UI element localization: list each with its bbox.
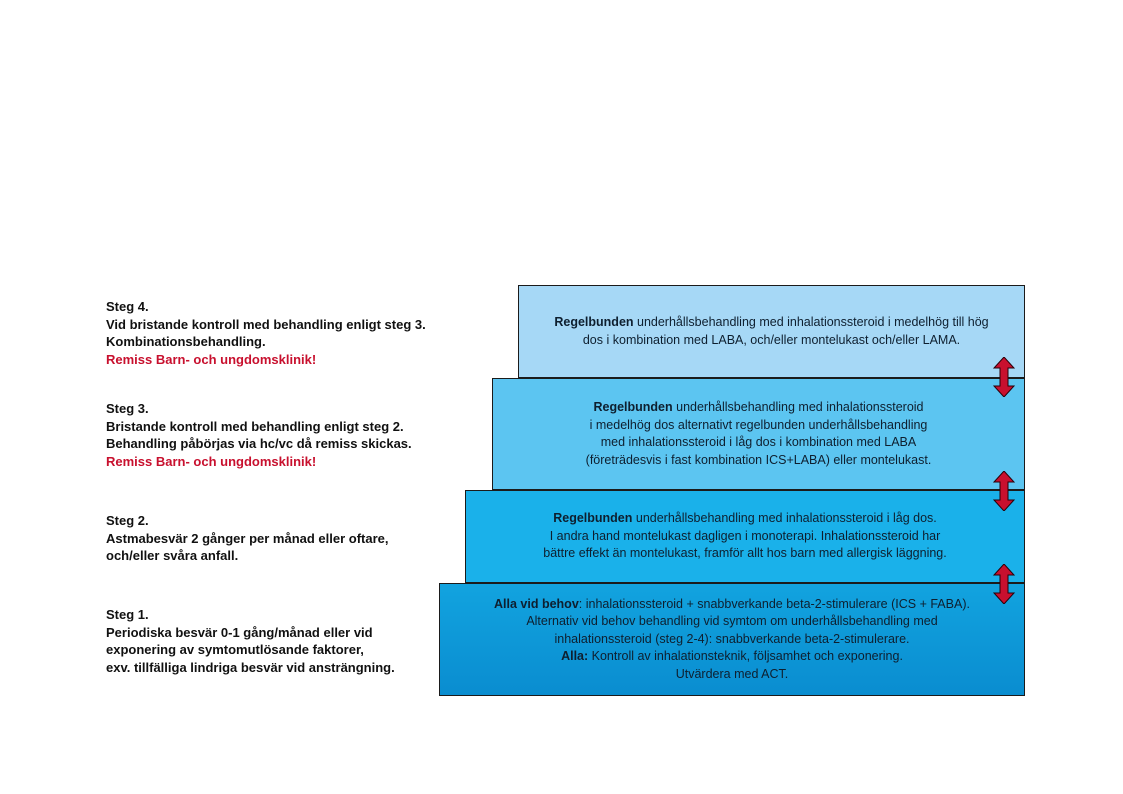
step-3-treatment-line-2: i medelhög dos alternativt regelbunden underhållsbehandling xyxy=(589,417,928,432)
step-2-description-line-1: Astmabesvär 2 gånger per månad eller oftare, xyxy=(106,530,389,546)
step-1-treatment-line-5: Utvärdera med ACT. xyxy=(675,666,789,681)
step-2-treatment-line-1: Regelbunden underhållsbehandling med inhalationssteroid i låg dos. xyxy=(553,511,937,526)
step-1-title: Steg 1. xyxy=(106,607,149,622)
step-3-label xyxy=(106,400,412,470)
step-2-treatment-box xyxy=(465,490,1025,583)
step-4-label xyxy=(106,298,426,368)
step-3-treatment-box xyxy=(492,378,1025,490)
double-arrow-icon-step-3-2 xyxy=(993,471,1015,511)
step-4-description-line-2: Kombinationsbehandling. xyxy=(106,334,266,349)
double-arrow-icon-step-2-1 xyxy=(993,564,1015,604)
step-2-label xyxy=(106,512,389,565)
step-2-title: Steg 2. xyxy=(106,513,149,528)
step-1-treatment-line-2: Alternativ vid behov behandling vid symtom om underhållsbehandling med xyxy=(526,614,938,629)
step-1-treatment-line-3: inhalationssteroid (steg 2-4): snabbverkande beta-2-stimulerare. xyxy=(554,631,910,646)
step-1-label xyxy=(106,606,395,676)
step-1-treatment-line-1: Alla vid behov: inhalationssteroid + snabbverkande beta-2-stimulerare (ICS + FABA). xyxy=(494,596,970,611)
step-3-description-line-2: Behandling påbörjas via hc/vc då remiss skickas. xyxy=(106,436,412,451)
step-3-description-line-1: Bristande kontroll med behandling enligt steg 2. xyxy=(106,418,404,434)
step-1-description-line-2: exponering av symtomutlösande faktorer, xyxy=(106,642,364,657)
step-2-description-line-2: och/eller svåra anfall. xyxy=(106,548,239,563)
step-2-treatment-line-3: bättre effekt än montelukast, framför allt hos barn med allergisk läggning. xyxy=(543,546,947,561)
step-4-treatment-box xyxy=(518,285,1025,378)
step-1-treatment-bold-1: Alla vid behov xyxy=(494,596,579,611)
step-2-treatment-bold: Regelbunden xyxy=(553,511,633,526)
step-3-treatment-line-1: Regelbunden underhållsbehandling med inhalationssteroid xyxy=(593,400,924,414)
step-4-treatment-line-2: dos i kombination med LABA, och/eller montelukast och/eller LAMA. xyxy=(582,332,961,347)
step-4-remiss-note: Remiss Barn- och ungdomsklinik! xyxy=(106,351,317,367)
step-4-treatment-line-1: Regelbunden underhållsbehandling med inhalationssteroid i medelhög till hög xyxy=(554,315,989,329)
step-3-remiss-note: Remiss Barn- och ungdomsklinik! xyxy=(106,453,317,469)
step-3-treatment-bold: Regelbunden xyxy=(593,400,673,414)
step-1-description-line-3: exv. tillfälliga lindriga besvär vid ansträngning. xyxy=(106,659,395,675)
double-arrow-icon-step-4-3 xyxy=(993,357,1015,397)
step-3-treatment-line-4: (företrädesvis i fast kombination ICS+LABA) eller montelukast. xyxy=(585,452,932,467)
step-4-title: Steg 4. xyxy=(106,299,149,314)
step-1-description-line-1: Periodiska besvär 0-1 gång/månad eller vid xyxy=(106,624,373,640)
step-3-treatment-line-3: med inhalationssteroid i låg dos i kombination med LABA xyxy=(600,435,917,449)
step-1-treatment-bold-4: Alla: xyxy=(561,649,589,664)
step-1-treatment-line-4: Alla: Kontroll av inhalationsteknik, följsamhet och exponering. xyxy=(561,649,903,664)
step-2-treatment-line-2: I andra hand montelukast dagligen i monoterapi. Inhalationssteroid har xyxy=(549,528,941,543)
step-4-description-line-1: Vid bristande kontroll med behandling enligt steg 3. xyxy=(106,316,426,332)
step-4-treatment-bold: Regelbunden xyxy=(554,315,634,329)
step-1-treatment-box xyxy=(439,583,1025,696)
step-3-title: Steg 3. xyxy=(106,401,149,416)
